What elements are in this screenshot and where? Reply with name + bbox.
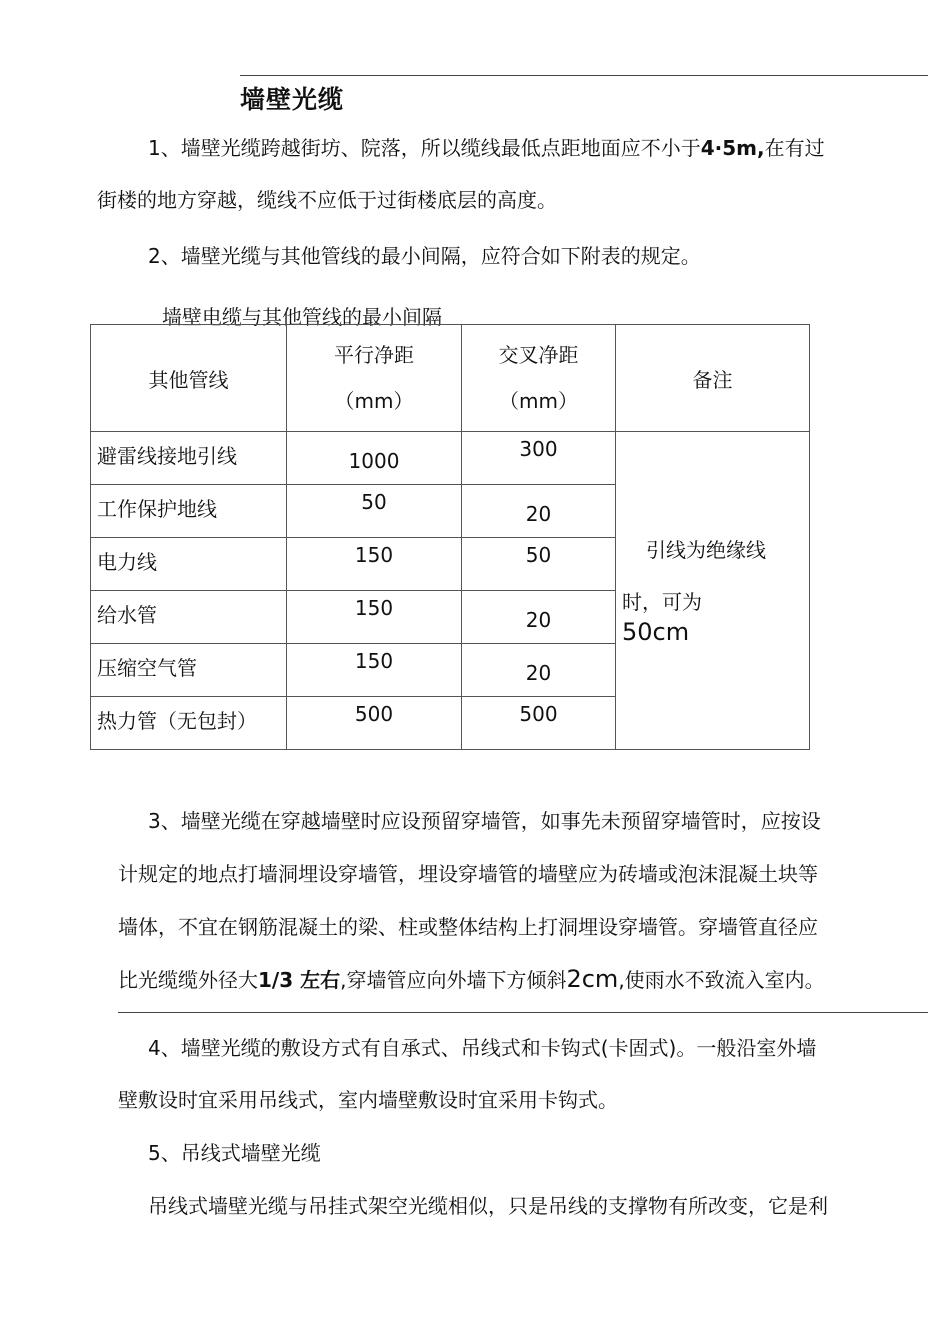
row-name-cell: [91, 538, 287, 591]
row-cross: 300: [519, 437, 558, 461]
paragraph-1-text-end: 在有过: [764, 136, 825, 160]
remarks-line-1: 引线为绝缘线: [646, 537, 766, 562]
row-name: 热力管（无包封）: [97, 709, 257, 733]
row-parallel-cell: [287, 432, 462, 485]
row-parallel: 150: [354, 649, 394, 673]
header-cross-label: 交叉净距: [498, 343, 579, 367]
document-title: 墙壁光缆: [240, 85, 345, 114]
spacing-table: [90, 324, 810, 750]
paragraph-1-text: 1、墙壁光缆跨越街坊、院落，所以缆线最低点距地面应不小于: [148, 136, 701, 160]
section-divider: [118, 1012, 928, 1013]
remarks-value: 50cm: [622, 617, 690, 646]
row-parallel: 50: [361, 490, 387, 514]
row-name: 压缩空气管: [97, 656, 197, 680]
row-parallel: 150: [354, 543, 394, 567]
remarks-line-2-text: 时，可为: [622, 589, 702, 614]
row-name: 给水管: [97, 603, 157, 627]
header-cross-distance: [462, 325, 616, 432]
row-cross: 50: [525, 543, 552, 567]
table-header-row: [91, 325, 810, 432]
header-other-pipelines: 其他管线: [91, 325, 287, 432]
remarks-cell: [616, 432, 810, 750]
paragraph-3-line-1: 3、墙壁光缆在穿越墙壁时应设预留穿墙管，如事先未预留穿墙管时，应按设: [148, 809, 821, 833]
paragraph-3-text-b: ,穿墙管应向外墙下方倾斜: [340, 968, 567, 992]
height-value: 4·5m,: [700, 136, 765, 160]
row-name: 电力线: [97, 550, 157, 574]
paragraph-4-line-2: 壁敷设时宜采用吊线式，室内墙壁敷设时宜采用卡钩式。: [118, 1088, 618, 1112]
paragraph-1-line-2: 街楼的地方穿越，缆线不应低于过街楼底层的高度。: [97, 188, 557, 212]
row-name-cell: [91, 697, 287, 750]
header-cross-unit: （mm）: [499, 389, 578, 413]
row-parallel: 500: [354, 702, 394, 726]
row-cross-cell: [462, 432, 616, 485]
header-parallel-unit: （mm）: [334, 389, 414, 413]
table-caption: 墙壁电缆与其他管线的最小间隔: [162, 305, 442, 329]
row-cross: 20: [525, 661, 552, 685]
row-cross: 20: [525, 608, 552, 632]
row-parallel: 150: [354, 596, 394, 620]
row-name-cell: [91, 644, 287, 697]
paragraph-2: 2、墙壁光缆与其他管线的最小间隔，应符合如下附表的规定。: [148, 244, 701, 268]
row-parallel-cell: [287, 697, 462, 750]
top-rule: [240, 75, 928, 76]
row-name-cell: [91, 432, 287, 485]
paragraph-3-text-a: 比光缆缆外径大: [118, 968, 258, 992]
table-row: [91, 432, 810, 485]
row-parallel-cell: [287, 644, 462, 697]
row-cross-cell: [462, 697, 616, 750]
paragraph-3-line-3: 墙体，不宜在钢筋混凝土的梁、柱或整体结构上打洞埋设穿墙管。穿墙管直径应: [118, 915, 818, 939]
row-cross-cell: [462, 485, 616, 538]
row-parallel: 1000: [348, 449, 400, 473]
row-cross: 20: [525, 502, 552, 526]
row-name-cell: [91, 591, 287, 644]
diameter-ratio: 1/3 左右: [258, 968, 341, 992]
row-cross-cell: [462, 644, 616, 697]
row-name: 避雷线接地引线: [97, 444, 237, 468]
row-parallel-cell: [287, 538, 462, 591]
slope-value: 2cm: [566, 965, 619, 993]
paragraph-4-line-1: 4、墙壁光缆的敷设方式有自承式、吊线式和卡钩式(卡固式)。一般沿室外墙: [148, 1036, 817, 1060]
row-name: 工作保护地线: [97, 497, 217, 521]
row-name-cell: [91, 485, 287, 538]
paragraph-6: 吊线式墙壁光缆与吊挂式架空光缆相似，只是吊线的支撑物有所改变，它是利: [148, 1194, 828, 1218]
paragraph-3-text-c: ,使雨水不致流入室内。: [618, 968, 825, 992]
remarks-line-2: [616, 587, 809, 647]
paragraph-3-line-2: 计规定的地点打墙洞埋设穿墙管，埋设穿墙管的墙壁应为砖墙或泡沫混凝土块等: [118, 862, 818, 886]
row-cross-cell: [462, 591, 616, 644]
header-parallel-label: 平行净距: [334, 343, 414, 367]
row-parallel-cell: [287, 591, 462, 644]
paragraph-3-line-4: [118, 966, 825, 993]
header-parallel-distance: [287, 325, 462, 432]
header-remarks: 备注: [616, 325, 810, 432]
paragraph-5-heading: 5、吊线式墙壁光缆: [148, 1141, 321, 1165]
row-cross-cell: [462, 538, 616, 591]
paragraph-1-line-1: [148, 135, 825, 161]
row-cross: 500: [519, 702, 558, 726]
row-parallel-cell: [287, 485, 462, 538]
